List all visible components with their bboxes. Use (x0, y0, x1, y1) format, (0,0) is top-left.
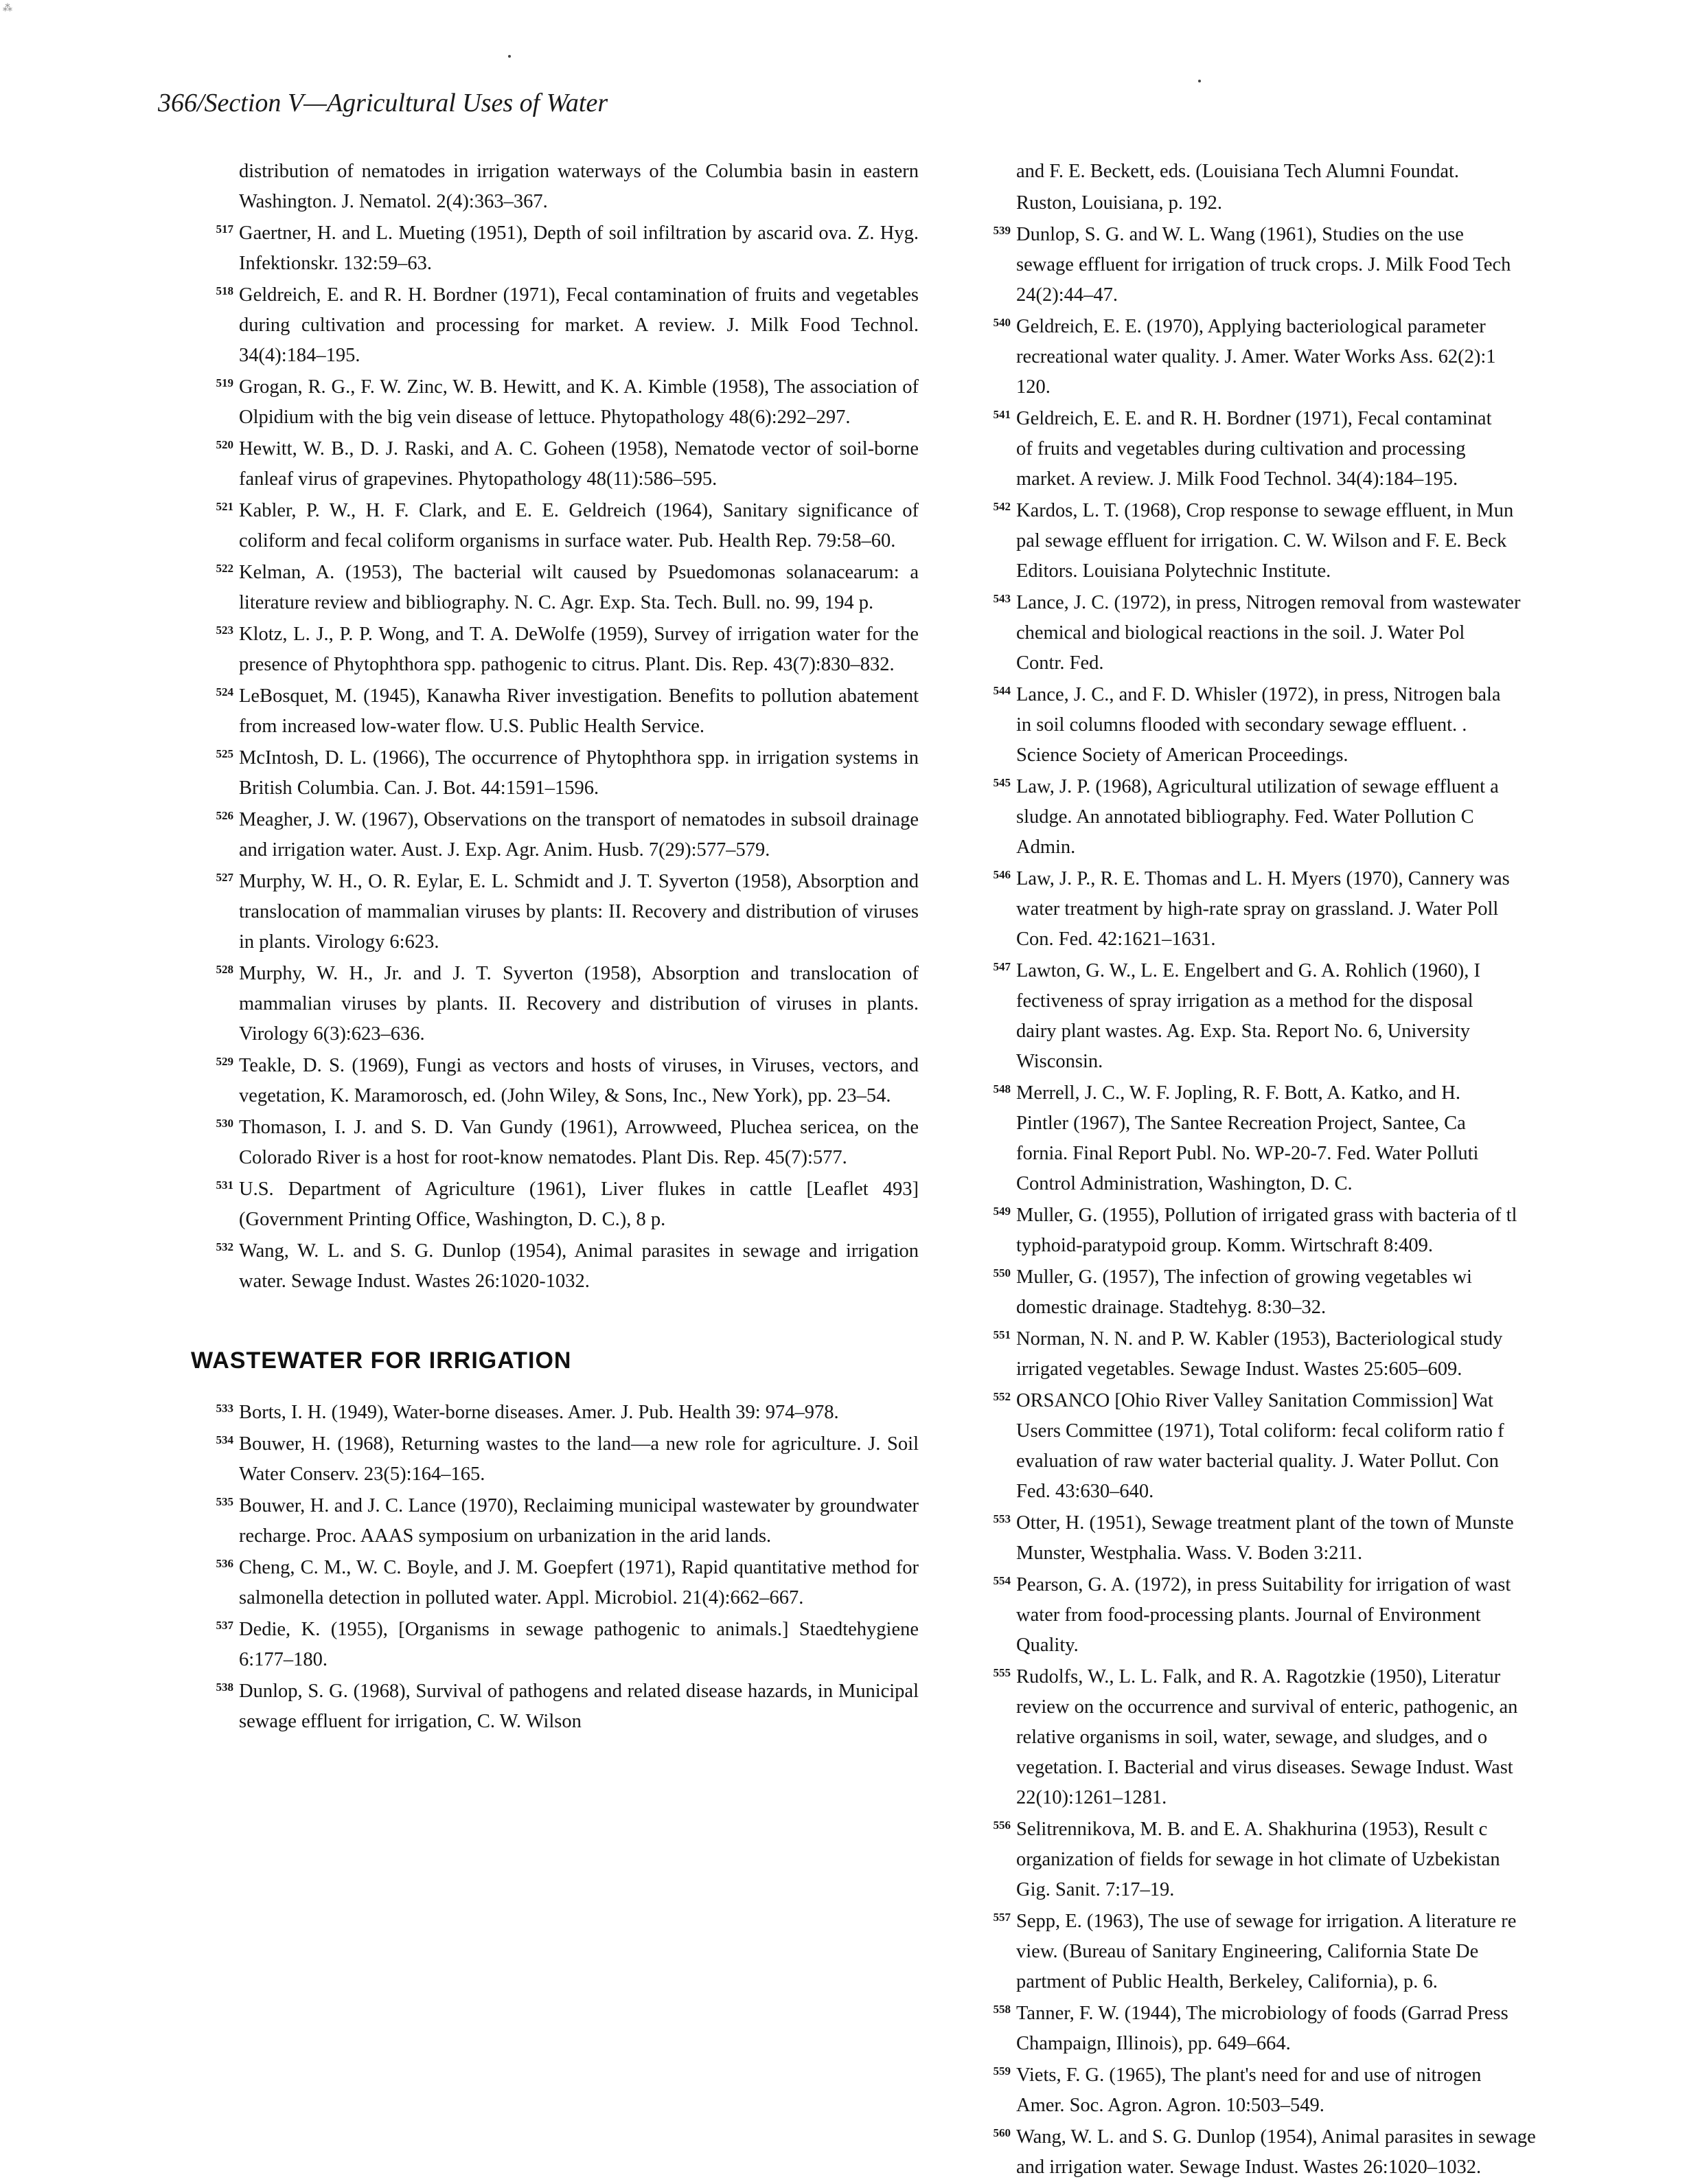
reference-line: Sepp, E. (1963), The use of sewage for irrigation. A literature re (1016, 1911, 1517, 1932)
reference-text: Dedie, K. (1955), [Organisms in sewage pathogenic to animals.] Staedtehygiene 6:177–180. (239, 1619, 919, 1670)
reference-number: 530 (216, 1117, 233, 1130)
reference-entry (191, 867, 919, 957)
reference-line: partment of Public Health, Berkeley, California), p. 6. (1016, 1971, 1438, 1992)
reference-number: 543 (993, 592, 1011, 605)
reference-entry (191, 1676, 919, 1737)
reference-entry (968, 1570, 1687, 1661)
reference-line: and irrigation water. Sewage Indust. Wastes 26:1020–1032. (1016, 2157, 1482, 2178)
reference-entry (968, 1508, 1687, 1569)
reference-number: 538 (216, 1681, 233, 1694)
reference-text: Murphy, W. H., Jr. and J. T. Syverton (1958), Absorption and translocation of mammalian viruses by plants. II. Recovery and distribution of viruses in plants. Virology 6(3):623–636. (239, 963, 919, 1045)
reference-entry (968, 1907, 1687, 1997)
reference-line: 22(10):1261–1281. (1016, 1787, 1167, 1808)
reference-text: Bouwer, H. (1968), Returning wastes to the land—a new role for agriculture. J. Soil Water Conserv. 23(5):164–165. (239, 1433, 919, 1485)
reference-text: Kelman, A. (1953), The bacterial wilt caused by Psuedomonas solanacearum: a literature review and bibliography. N. C. Agr. Exp. Sta. Tech. Bull. no. 99, 194 p. (239, 562, 919, 613)
reference-line: Muller, G. (1955), Pollution of irrigated grass with bacteria of tl (1016, 1205, 1517, 1226)
reference-number: 552 (993, 1390, 1011, 1403)
reference-line: review on the occurrence and survival of enteric, pathogenic, an (1016, 1696, 1518, 1718)
reference-entry (968, 220, 1687, 310)
reference-number: 523 (216, 624, 233, 637)
reference-line: organization of fields for sewage in hot climate of Uzbekistan (1016, 1849, 1500, 1870)
reference-line: Control Administration, Washington, D. C. (1016, 1173, 1353, 1194)
reference-entry (968, 2122, 1687, 2183)
reference-line: pal sewage effluent for irrigation. C. W. Wilson and F. E. Beck (1016, 530, 1507, 551)
reference-line: Gig. Sanit. 7:17–19. (1016, 1879, 1175, 1900)
reference-text: Geldreich, E. and R. H. Bordner (1971), Fecal contamination of fruits and vegetables during cultivation and processing for market. A review. J. Milk Food Technol. 34(4):184–195. (239, 284, 919, 366)
reference-entry (191, 1113, 919, 1173)
reference-number: 527 (216, 871, 233, 884)
reference-text: Grogan, R. G., F. W. Zinc, W. B. Hewitt, and K. A. Kimble (1958), The association of Olpidium with the big vein disease of lettuce. Phytopathology 48(6):292–297. (239, 376, 919, 428)
reference-entry (191, 496, 919, 556)
reference-line: water treatment by high-rate spray on grassland. J. Water Poll (1016, 898, 1499, 920)
reference-entry (968, 772, 1687, 863)
reference-line: Wisconsin. (1016, 1051, 1103, 1072)
reference-entry (191, 1429, 919, 1490)
reference-entry (968, 1201, 1687, 1261)
reference-line: Science Society of American Proceedings. (1016, 744, 1349, 766)
reference-line: fornia. Final Report Publ. No. WP-20-7. Fed. Water Polluti (1016, 1143, 1479, 1164)
reference-number: 541 (993, 408, 1011, 421)
reference-number: 518 (216, 284, 233, 297)
reference-line: typhoid-paratypoid group. Komm. Wirtschraft 8:409. (1016, 1235, 1434, 1256)
reference-number: 528 (216, 963, 233, 976)
section-heading: WASTEWATER FOR IRRIGATION (191, 1347, 572, 1374)
reference-line: Admin. (1016, 837, 1076, 858)
reference-number: 548 (993, 1082, 1011, 1095)
reference-entry (968, 680, 1687, 771)
reference-entry (191, 280, 919, 371)
reference-entry (968, 956, 1687, 1077)
reference-text: Teakle, D. S. (1969), Fungi as vectors and hosts of viruses, in Viruses, vectors, and vegetation, K. Maramorosch, ed. (John Wiley, & Sons, Inc., New York), pp. 23–54. (239, 1055, 919, 1106)
reference-text: Cheng, C. M., W. C. Boyle, and J. M. Goepfert (1971), Rapid quantitative method for salmonella detection in polluted water. Appl. Microbiol. 21(4):662–667. (239, 1557, 919, 1608)
reference-text: Bouwer, H. and J. C. Lance (1970), Reclaiming municipal wastewater by groundwater recharge. Proc. AAAS symposium on urbanization in the arid lands. (239, 1495, 919, 1547)
reference-number: 535 (216, 1495, 233, 1508)
reference-entry (191, 1491, 919, 1551)
reference-entry (968, 588, 1687, 679)
reference-line: Quality. (1016, 1635, 1079, 1656)
reference-entry (968, 1262, 1687, 1323)
reference-line: irrigated vegetables. Sewage Indust. Wastes 25:605–609. (1016, 1358, 1462, 1380)
reference-entry (191, 558, 919, 618)
reference-number: 550 (993, 1266, 1011, 1279)
reference-entry (191, 1615, 919, 1675)
reference-line: Selitrennikova, M. B. and E. A. Shakhurina (1953), Result c (1016, 1819, 1488, 1840)
reference-line: relative organisms in soil, water, sewage, and sludges, and o (1016, 1727, 1488, 1748)
reference-number: 540 (993, 316, 1011, 329)
reference-line: chemical and biological reactions in the soil. J. Water Pol (1016, 622, 1465, 644)
reference-number: 531 (216, 1179, 233, 1192)
reference-line: Norman, N. N. and P. W. Kabler (1953), Bacteriological study (1016, 1328, 1503, 1350)
reference-entry (968, 404, 1687, 494)
reference-number: 517 (216, 223, 233, 236)
reference-text: Meagher, J. W. (1967), Observations on the transport of nematodes in subsoil drainage and irrigation water. Aust. J. Exp. Agr. Anim. Husb. 7(29):577–579. (239, 809, 919, 861)
right-column (968, 157, 1687, 2184)
reference-line: market. A review. J. Milk Food Technol. 34(4):184–195. (1016, 468, 1458, 490)
reference-number: 532 (216, 1240, 233, 1253)
speck (1198, 80, 1201, 82)
reference-number: 534 (216, 1433, 233, 1446)
running-header: 366/Section V—Agricultural Uses of Water (158, 89, 608, 117)
reference-line: dairy plant wastes. Ag. Exp. Sta. Report No. 6, University (1016, 1021, 1470, 1042)
reference-continuation: distribution of nematodes in irrigation waterways of the Columbia basin in eastern Washington. J. Nematol. 2(4):363–367. (239, 161, 919, 212)
reference-line: Con. Fed. 42:1621–1631. (1016, 929, 1216, 950)
reference-line: evaluation of raw water bacterial quality. J. Water Pollut. Con (1016, 1451, 1499, 1472)
reference-text: Dunlop, S. G. (1968), Survival of pathogens and related disease hazards, in Municipal sewage effluent for irrigation, C. W. Wilson (239, 1681, 919, 1732)
reference-number: 521 (216, 500, 233, 513)
reference-entry (968, 1999, 1687, 2059)
reference-number: 558 (993, 2003, 1011, 2016)
reference-line: Geldreich, E. E. (1970), Applying bacteriological parameter (1016, 316, 1486, 337)
reference-line: Law, J. P., R. E. Thomas and L. H. Myers (1970), Cannery was (1016, 868, 1510, 889)
reference-number: 557 (993, 1911, 1011, 1924)
reference-line: vegetation. I. Bacterial and virus diseases. Sewage Indust. Wast (1016, 1757, 1513, 1778)
reference-line: in soil columns flooded with secondary sewage effluent. . (1016, 714, 1467, 736)
reference-line: water from food-processing plants. Journal of Environment (1016, 1604, 1481, 1626)
reference-line: Ruston, Louisiana, p. 192. (1016, 192, 1223, 214)
reference-number: 529 (216, 1055, 233, 1068)
reference-entry (968, 1324, 1687, 1385)
scan-artifact: ⁂ (3, 3, 12, 14)
reference-number: 547 (993, 960, 1011, 973)
reference-list (191, 1398, 919, 1737)
reference-line: Wang, W. L. and S. G. Dunlop (1954), Animal parasites in sewage (1016, 2126, 1536, 2148)
reference-text: Thomason, I. J. and S. D. Van Gundy (1961), Arrowweed, Pluchea sericea, on the Colorado River is a host for root-know nematodes. Plant Dis. Rep. 45(7):577. (239, 1117, 919, 1168)
reference-entry (191, 1398, 919, 1428)
reference-entry (191, 681, 919, 742)
reference-line: sewage effluent for irrigation of truck crops. J. Milk Food Tech (1016, 254, 1511, 275)
reference-entry (191, 434, 919, 494)
reference-number: 549 (993, 1205, 1011, 1218)
reference-list (968, 220, 1687, 2183)
reference-line: Kardos, L. T. (1968), Crop response to sewage effluent, in Mun (1016, 500, 1514, 521)
reference-line: 24(2):44–47. (1016, 284, 1118, 306)
reference-entry (191, 743, 919, 804)
reference-number: 520 (216, 438, 233, 451)
reference-entry (191, 805, 919, 865)
reference-line: Otter, H. (1951), Sewage treatment plant of the town of Munste (1016, 1512, 1514, 1534)
reference-number: 536 (216, 1557, 233, 1570)
reference-text: Klotz, L. J., P. P. Wong, and T. A. DeWolfe (1959), Survey of irrigation water for the presence of Phytophthora spp. pathogenic to citrus. Plant. Dis. Rep. 43(7):830–832. (239, 624, 919, 675)
reference-line: recreational water quality. J. Amer. Water Works Ass. 62(2):1 (1016, 346, 1496, 367)
reference-entry (968, 864, 1687, 955)
reference-text: LeBosquet, M. (1945), Kanawha River investigation. Benefits to pollution abatement from increased low-water flow. U.S. Public Health Service. (239, 685, 919, 737)
reference-number: 542 (993, 500, 1011, 513)
reference-entry (191, 218, 919, 279)
reference-number: 544 (993, 684, 1011, 697)
reference-line: ORSANCO [Ohio River Valley Sanitation Commission] Wat (1016, 1390, 1493, 1411)
reference-number: 560 (993, 2126, 1011, 2139)
reference-line: Muller, G. (1957), The infection of growing vegetables wi (1016, 1266, 1472, 1288)
reference-line: Law, J. P. (1968), Agricultural utilization of sewage effluent a (1016, 776, 1499, 797)
reference-line: fectiveness of spray irrigation as a method for the disposal (1016, 990, 1473, 1012)
reference-line: Viets, F. G. (1965), The plant's need for and use of nitrogen (1016, 2064, 1482, 2086)
reference-entry (968, 496, 1687, 587)
reference-line: Munster, Westphalia. Wass. V. Boden 3:211. (1016, 1543, 1363, 1564)
reference-number: 539 (993, 224, 1011, 237)
reference-entry (191, 1174, 919, 1235)
reference-entry (968, 1815, 1687, 1905)
reference-entry (191, 619, 919, 680)
reference-text: Murphy, W. H., O. R. Eylar, E. L. Schmidt and J. T. Syverton (1958), Absorption and translocation of mammalian viruses by plants: II. Recovery and distribution of viruses in plants. Virology 6:623. (239, 871, 919, 953)
reference-list (191, 218, 919, 1297)
reference-entry (968, 1386, 1687, 1507)
reference-number: 526 (216, 809, 233, 822)
reference-number: 559 (993, 2064, 1011, 2078)
reference-number: 537 (216, 1619, 233, 1632)
reference-number: 546 (993, 868, 1011, 881)
reference-entry (191, 1236, 919, 1297)
reference-line: Pintler (1967), The Santee Recreation Project, Santee, Ca (1016, 1113, 1466, 1134)
reference-number: 556 (993, 1819, 1011, 1832)
reference-entry (191, 372, 919, 433)
reference-line: Merrell, J. C., W. F. Jopling, R. F. Bott, A. Katko, and H. (1016, 1082, 1461, 1104)
reference-line: Contr. Fed. (1016, 652, 1104, 674)
reference-line: sludge. An annotated bibliography. Fed. Water Pollution C (1016, 806, 1474, 828)
reference-line: Lance, J. C., and F. D. Whisler (1972), in press, Nitrogen bala (1016, 684, 1501, 705)
reference-entry (191, 959, 919, 1049)
reference-entry (191, 1553, 919, 1613)
reference-entry (968, 2060, 1687, 2121)
reference-line: Dunlop, S. G. and W. L. Wang (1961), Studies on the use (1016, 224, 1464, 245)
speck (508, 55, 511, 58)
reference-number: 522 (216, 562, 233, 575)
reference-number: 524 (216, 685, 233, 698)
reference-line: Tanner, F. W. (1944), The microbiology of foods (Garrad Press (1016, 2003, 1508, 2024)
reference-number: 551 (993, 1328, 1011, 1341)
reference-text: Gaertner, H. and L. Mueting (1951), Depth of soil infiltration by ascarid ova. Z. Hyg. Infektionskr. 132:59–63. (239, 223, 919, 274)
reference-number: 554 (993, 1574, 1011, 1587)
reference-text: Hewitt, W. B., D. J. Raski, and A. C. Goheen (1958), Nematode vector of soil-borne fanleaf virus of grapevines. Phytopathology 48(11):586–595. (239, 438, 919, 490)
reference-text: McIntosh, D. L. (1966), The occurrence of Phytophthora spp. in irrigation systems in British Columbia. Can. J. Bot. 44:1591–1596. (239, 747, 919, 799)
reference-number: 519 (216, 376, 233, 389)
reference-number: 555 (993, 1666, 1011, 1679)
reference-line: Editors. Louisiana Polytechnic Institute. (1016, 560, 1331, 582)
reference-line: 120. (1016, 376, 1051, 398)
reference-line: Fed. 43:630–640. (1016, 1481, 1154, 1502)
reference-entry (191, 1051, 919, 1111)
reference-text: Borts, I. H. (1949), Water-borne diseases. Amer. J. Pub. Health 39: 974–978. (239, 1402, 839, 1423)
reference-text: Wang, W. L. and S. G. Dunlop (1954), Animal parasites in sewage and irrigation water. Sewage Indust. Wastes 26:1020-1032. (239, 1240, 919, 1292)
reference-line: view. (Bureau of Sanitary Engineering, California State De (1016, 1941, 1479, 1962)
reference-number: 525 (216, 747, 233, 760)
reference-line: Rudolfs, W., L. L. Falk, and R. A. Ragotzkie (1950), Literatur (1016, 1666, 1501, 1687)
reference-line: and F. E. Beckett, eds. (Louisiana Tech Alumni Foundat. (1016, 161, 1460, 182)
reference-entry (968, 312, 1687, 402)
reference-entry (968, 1662, 1687, 1813)
reference-text: Kabler, P. W., H. F. Clark, and E. E. Geldreich (1964), Sanitary significance of coliform and fecal coliform organisms in surface water. Pub. Health Rep. 79:58–60. (239, 500, 919, 551)
reference-line: of fruits and vegetables during cultivation and processing (1016, 438, 1466, 459)
reference-line: Geldreich, E. E. and R. H. Bordner (1971), Fecal contaminat (1016, 408, 1492, 429)
left-column (191, 157, 919, 1738)
reference-line: domestic drainage. Stadtehyg. 8:30–32. (1016, 1297, 1327, 1318)
reference-continuation (968, 157, 1687, 218)
reference-line: Lawton, G. W., L. E. Engelbert and G. A. Rohlich (1960), I (1016, 960, 1480, 981)
reference-number: 545 (993, 776, 1011, 789)
reference-line: Users Committee (1971), Total coliform: fecal coliform ratio f (1016, 1420, 1504, 1442)
reference-number: 553 (993, 1512, 1011, 1525)
reference-line: Lance, J. C. (1972), in press, Nitrogen removal from wastewater (1016, 592, 1521, 613)
reference-entry (968, 1078, 1687, 1199)
reference-text: U.S. Department of Agriculture (1961), Liver flukes in cattle [Leaflet 493] (Government Printing Office, Washington, D. C.), 8 p. (239, 1179, 919, 1230)
reference-line: Pearson, G. A. (1972), in press Suitability for irrigation of wast (1016, 1574, 1511, 1595)
reference-line: Champaign, Illinois), pp. 649–664. (1016, 2033, 1291, 2054)
reference-line: Amer. Soc. Agron. Agron. 10:503–549. (1016, 2095, 1324, 2116)
reference-number: 533 (216, 1402, 233, 1415)
